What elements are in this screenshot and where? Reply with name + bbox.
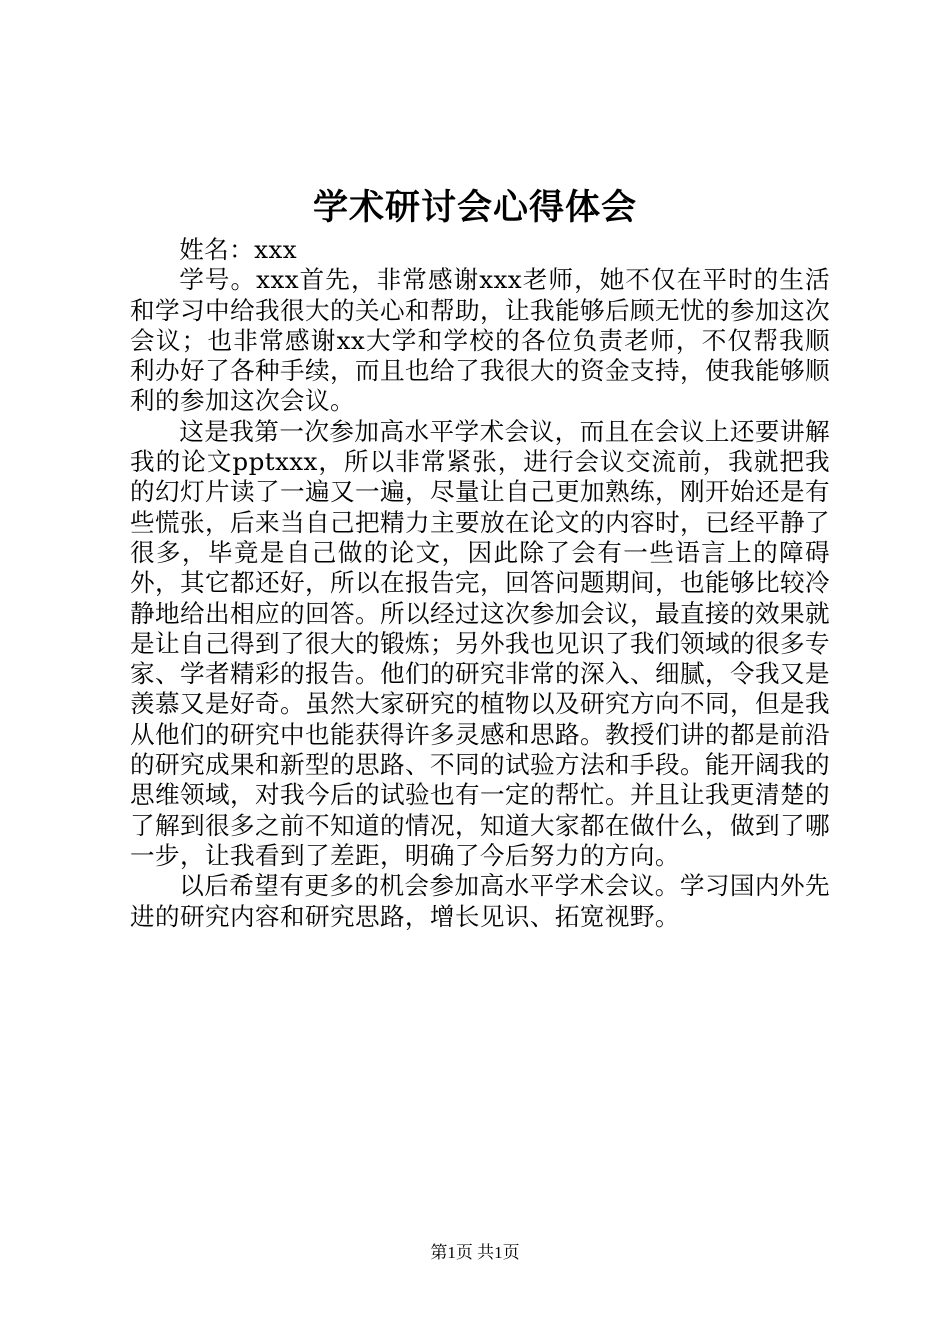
document-body <box>130 235 830 932</box>
paragraph-hope: 以后希望有更多的机会参加高水平学术会议。学习国内外先进的研究内容和研究思路，增长见识、拓宽视野。 <box>130 871 830 931</box>
document-title: 学术研讨会心得体会 <box>312 187 637 228</box>
page-footer: 第1页 共1页 <box>430 1243 520 1262</box>
name-line: 姓名：xxx <box>179 235 297 264</box>
paragraph-thanks: 学号。xxx首先，非常感谢xxx老师，她不仅在平时的生活和学习中给我很大的关心和帮助，让我能够后顾无忧的参加这次会议；也非常感谢xx大学和学校的各位负责老师，不仅帮我顺利办好了各种手续，而且也给了我很大的资金支持，使我能够顺利的参加这次会议。 <box>130 265 830 416</box>
paragraph-experience: 这是我第一次参加高水平学术会议，而且在会议上还要讲解我的论文pptxxx，所以非常紧张，进行会议交流前，我就把我的幻灯片读了一遍又一遍，尽量让自己更加熟练，刚开始还是有些慌张，后来当自己把精力主要放在论文的内容时，已经平静了很多，毕竟是自己做的论文，因此除了会有一些语言上的障碍外，其它都还好，所以在报告完，回答问题期间，也能够比较冷静地给出相应的回答。所以经过这次参加会议，最直接的效果就是让自己得到了很大的锻炼；另外我也见识了我们领域的很多专家、学者精彩的报告。他们的研究非常的深入、细腻，令我又是羡慕又是好奇。虽然大家研究的植物以及研究方向不同，但是我从他们的研究中也能获得许多灵感和思路。教授们讲的都是前沿的研究成果和新型的思路、不同的试验方法和手段。能开阔我的思维领域，对我今后的试验也有一定的帮忙。并且让我更清楚的了解到很多之前不知道的情况，知道大家都在做什么，做到了哪一步，让我看到了差距，明确了今后努力的方向。 <box>130 416 830 870</box>
